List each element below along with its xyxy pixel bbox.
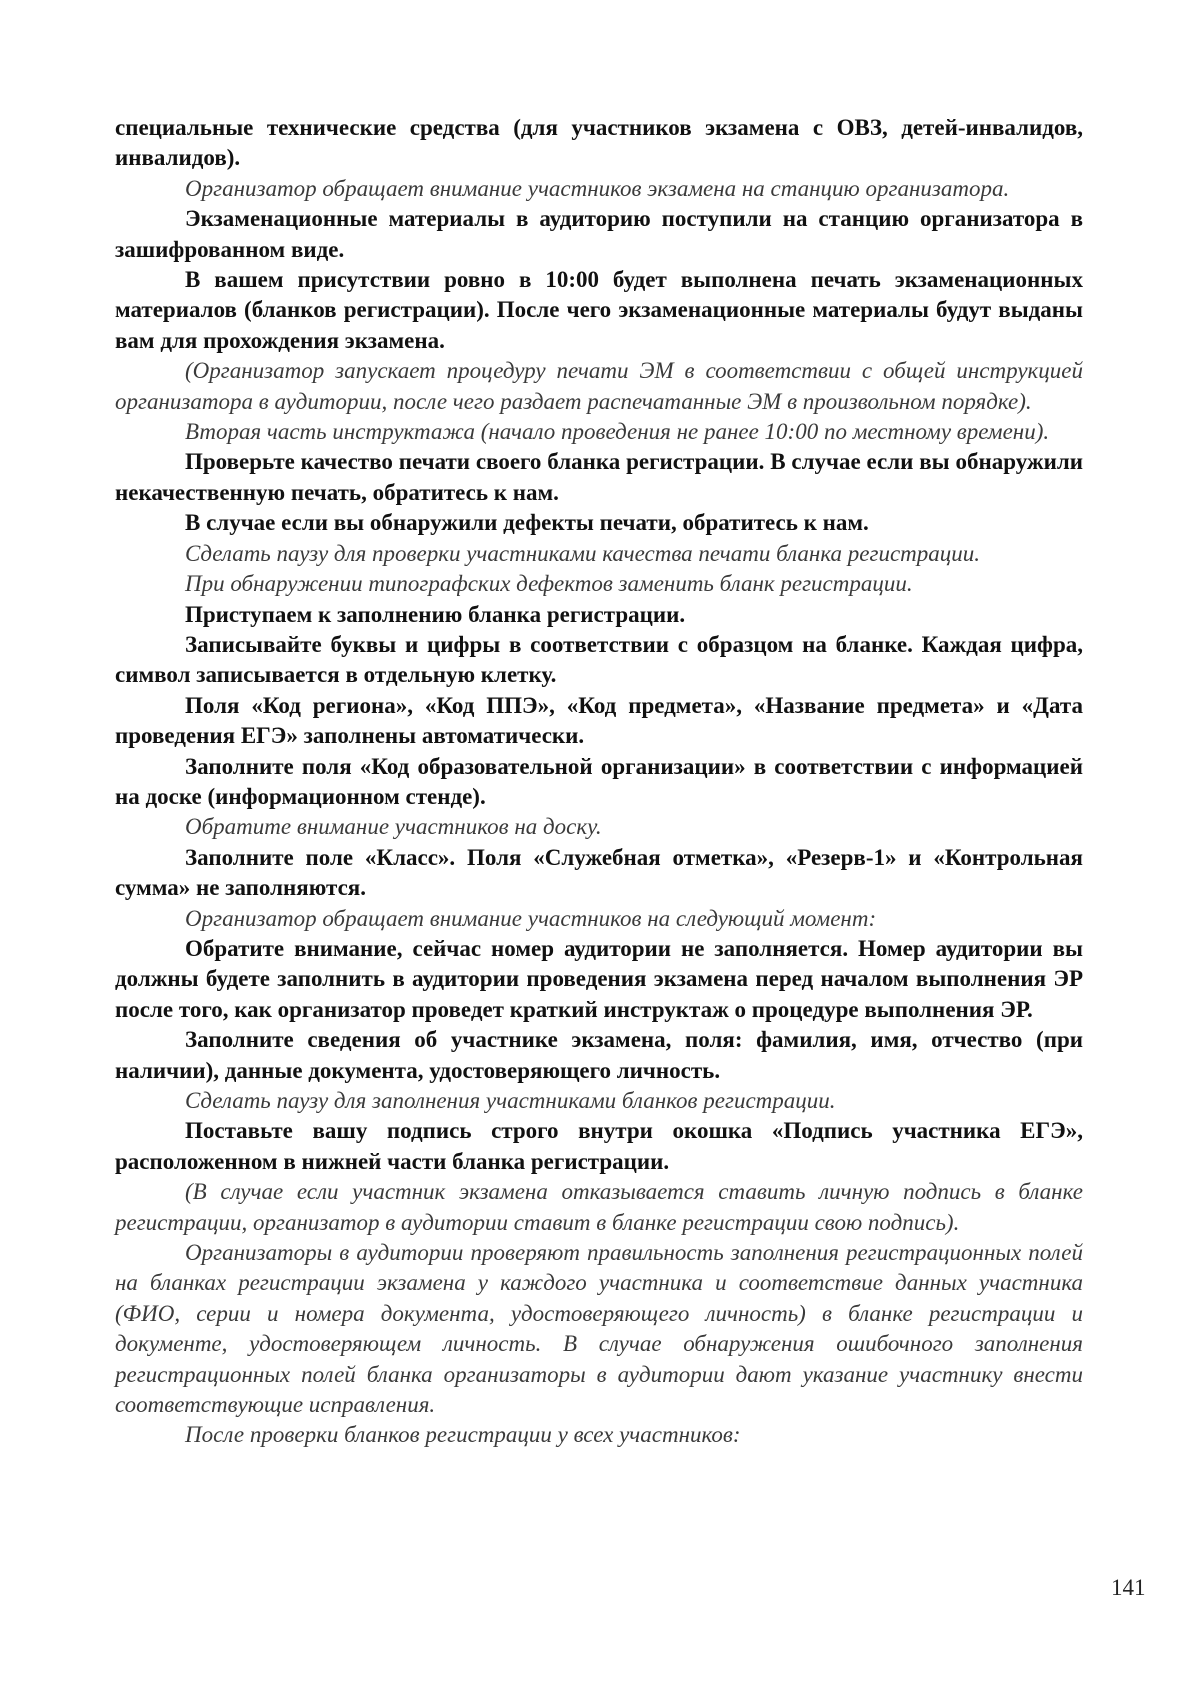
document-page bbox=[115, 113, 1083, 1451]
paragraph-17: Организатор обращает внимание участников на следующий момент: bbox=[185, 905, 877, 931]
paragraph-13: Поля «Код региона», «Код ППЭ», «Код предмета», «Название предмета» и «Дата проведения ЕГЭ» заполнены автоматически. bbox=[115, 692, 1083, 749]
paragraph-1: специальные технические средства (для участников экзамена с ОВЗ, детей-инвалидов, инвалидов). bbox=[115, 115, 1083, 171]
paragraph-4: В вашем присутствии ровно в 10:00 будет выполнена печать экзаменационных материалов (бланков регистрации). После чего экзаменационные материалы будут выданы вам для прохождения экзамена. bbox=[115, 267, 1083, 353]
paragraph-12: Записывайте буквы и цифры в соответствии с образцом на бланке. Каждая цифра, символ записывается в отдельную клетку. bbox=[115, 631, 1083, 688]
paragraph-9: Сделать паузу для проверки участниками качества печати бланка регистрации. bbox=[185, 540, 981, 566]
paragraph-7: Проверьте качество печати своего бланка регистрации. В случае если вы обнаружили некачественную печать, обратитесь к нам. bbox=[115, 449, 1083, 505]
paragraph-2: Организатор обращает внимание участников экзамена на станцию организатора. bbox=[185, 175, 1010, 201]
paragraph-10: При обнаружении типографских дефектов заменить бланк регистрации. bbox=[185, 571, 913, 597]
paragraph-6: Вторая часть инструктажа (начало проведения не ранее 10:00 по местному времени). bbox=[185, 419, 1050, 445]
paragraph-14: Заполните поля «Код образовательной организации» в соответствии с информацией на доске (информационном стенде). bbox=[115, 753, 1083, 809]
paragraph-22: (В случае если участник экзамена отказывается ставить личную подпись в бланке регистрации, организатор в аудитории ставит в бланке регистрации свою подпись). bbox=[115, 1179, 1083, 1235]
paragraph-20: Сделать паузу для заполнения участниками бланков регистрации. bbox=[185, 1088, 836, 1113]
page-number: 141 bbox=[1111, 1575, 1146, 1600]
paragraph-21: Поставьте вашу подпись строго внутри окошка «Подпись участника ЕГЭ», расположенном в нижней части бланка регистрации. bbox=[115, 1118, 1083, 1174]
paragraph-5: (Организатор запускает процедуру печати ЭМ в соответствии с общей инструкцией организатора в аудитории, после чего раздает распечатанные ЭМ в произвольном порядке). bbox=[115, 358, 1083, 414]
paragraph-8: В случае если вы обнаружили дефекты печати, обратитесь к нам. bbox=[185, 510, 869, 536]
paragraph-24: После проверки бланков регистрации у всех участников: bbox=[185, 1422, 741, 1448]
paragraph-19: Заполните сведения об участнике экзамена, поля: фамилия, имя, отчество (при наличии), данные документа, удостоверяющего личность. bbox=[115, 1027, 1083, 1083]
paragraph-18: Обратите внимание, сейчас номер аудитории не заполняется. Номер аудитории вы должны будете заполнить в аудитории проведения экзамена перед началом выполнения ЭР после того, как организатор проведет краткий инструктаж о процедуре выполнения ЭР. bbox=[115, 935, 1083, 1022]
paragraph-23: Организаторы в аудитории проверяют правильность заполнения регистрационных полей на бланках регистрации экзамена у каждого участника и соответствие данных участника (ФИО, серии и номера документа, удостоверяющего личность) в бланке регистрации и документе, удостоверяющем личность. В случае обнаружения ошибочного заполнения регистрационных полей бланка организаторы в аудитории дают указание участнику внести соответствующие исправления. bbox=[115, 1240, 1083, 1418]
paragraph-3: Экзаменационные материалы в аудиторию поступили на станцию организатора в зашифрованном виде. bbox=[115, 206, 1083, 262]
paragraph-11: Приступаем к заполнению бланка регистрации. bbox=[185, 601, 686, 627]
paragraph-15: Обратите внимание участников на доску. bbox=[185, 814, 602, 840]
paragraph-16: Заполните поле «Класс». Поля «Служебная отметка», «Резерв-1» и «Контрольная сумма» не заполняются. bbox=[115, 844, 1083, 901]
